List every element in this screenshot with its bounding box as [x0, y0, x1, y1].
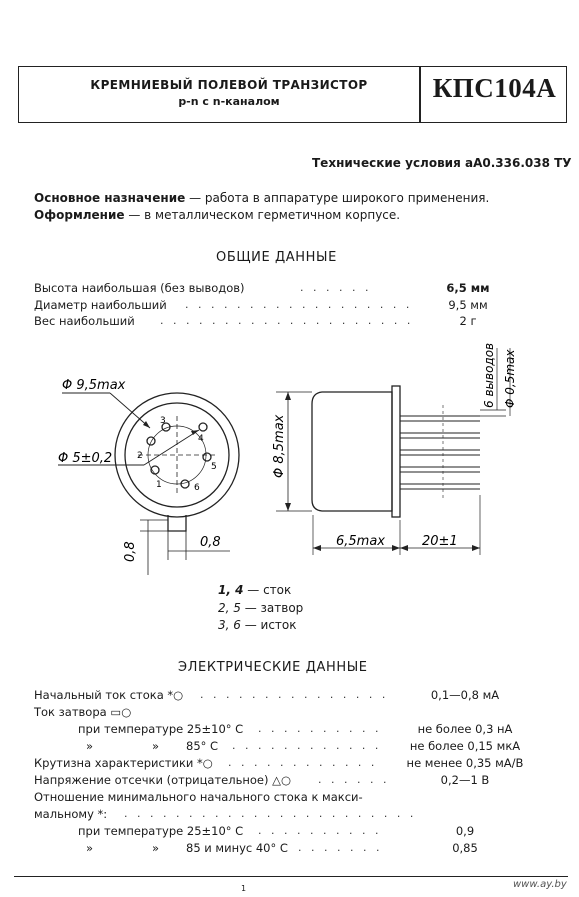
pin-legend-text: — сток: [243, 583, 292, 597]
elec-value: не менее 0,35 мА/В: [406, 756, 524, 770]
leader-dots: . . . . . . . . . . . . . . . . . .: [185, 298, 413, 311]
leader-dots: . . . . . . . . . .: [258, 722, 382, 735]
leads: [400, 416, 480, 489]
document-title: КРЕМНИЕВЫЙ ПОЛЕВОЙ ТРАНЗИСТОР: [90, 78, 368, 92]
pin-number-6: 6: [194, 483, 200, 493]
dim-lead-length: 20±1: [422, 534, 458, 549]
leader-dots: . . . . . .: [318, 773, 390, 786]
page-mark: 1: [241, 884, 247, 893]
elec-value: 0,1—0,8 мА: [430, 688, 500, 702]
design-line: [34, 208, 400, 222]
design-label: Оформление: [34, 208, 125, 222]
elec-value: не более 0,3 нА: [417, 722, 513, 736]
elec-value: 0,2—1 В: [440, 773, 490, 787]
watermark: www.ay.by: [513, 879, 567, 890]
leader-dots: . . . . . . . . . . . .: [232, 739, 382, 752]
dim-lead-diameter: Φ 0,5max: [503, 349, 517, 408]
elec-value: 0,9: [455, 824, 475, 838]
elec-label: Напряжение отсечки (отрицательное) △○: [34, 773, 292, 787]
leader-dots: . . . . . . . . . . . . . . . . . . . .: [160, 314, 414, 327]
pin-legend-nums: 2, 5: [218, 601, 241, 615]
ditto-mark: »: [86, 739, 94, 753]
leader-dots: . . . . . . . . . .: [258, 824, 382, 837]
purpose-line: [34, 191, 489, 205]
purpose-label: Основное назначение: [34, 191, 186, 205]
elec-label: 85 и минус 40° С: [186, 841, 288, 855]
dim-pin-circle: Φ 5±0,2: [58, 451, 113, 466]
ditto-mark: »: [152, 841, 160, 855]
general-label-height: Высота наибольшая (без выводов): [34, 281, 245, 295]
outer-rim-circle: [115, 393, 239, 517]
leader-dots: . . . . . . .: [298, 841, 383, 854]
elec-label: Начальный ток стока *○: [34, 688, 184, 702]
general-value-diameter: 9,5 мм: [448, 298, 488, 312]
dim-lead-count: 6 выводов: [482, 342, 496, 408]
spec-reference: Технические условия аА0.336.038 ТУ: [312, 156, 572, 170]
general-value-weight: 2 г: [459, 314, 477, 328]
dim-tab-width: 0,8: [200, 535, 221, 550]
leader-dots: . . . . . .: [300, 281, 372, 294]
pin-legend-text: — исток: [240, 618, 297, 632]
document-subtitle: p-n с n-каналом: [178, 95, 280, 108]
side-body: [312, 392, 392, 511]
ditto-mark: »: [152, 739, 160, 753]
pin-legend-nums: 3, 6: [218, 618, 241, 632]
leader-dots: . . . . . . . . . . . . . . . . . . . . . . .: [124, 807, 417, 820]
technical-drawing: [0, 330, 579, 580]
elec-label: при температуре 25±10° С: [78, 722, 244, 736]
pin-legend-nums: 1, 4: [218, 583, 244, 597]
part-code: КПС104А: [432, 73, 557, 103]
general-value-height: 6,5 мм: [446, 281, 490, 295]
general-label-weight: Вес наибольший: [34, 314, 135, 328]
elec-label: Отношение минимального начального стока к макси-: [34, 790, 363, 804]
elec-label: Крутизна характеристики *○: [34, 756, 213, 770]
title-block: [18, 66, 567, 123]
pin-number-5: 5: [211, 462, 217, 472]
pin-legend-row: [218, 583, 291, 597]
pin-number-1: 1: [156, 480, 162, 490]
general-heading: ОБЩИЕ ДАННЫЕ: [216, 250, 337, 265]
dim-outer-diameter: Φ 9,5max: [62, 378, 126, 393]
purpose-text: — работа в аппаратуре широкого применения.: [185, 191, 490, 205]
footer-rule: [14, 876, 568, 877]
elec-label: при температуре 25±10° С: [78, 824, 244, 838]
side-flange: [392, 386, 400, 517]
dim-body-height: 6,5max: [336, 534, 385, 549]
elec-label: мальному *:: [34, 807, 108, 821]
dim-body-diameter: Φ 8,5max: [272, 414, 287, 478]
pin-number-3: 3: [160, 416, 166, 426]
electrical-heading: ЭЛЕКТРИЧЕСКИЕ ДАННЫЕ: [178, 660, 368, 675]
leader-dots: . . . . . . . . . . . . . . .: [200, 688, 389, 701]
pin-legend-row: [218, 601, 303, 615]
elec-value: 0,85: [452, 841, 478, 855]
design-text: — в металлическом герметичном корпусе.: [124, 208, 401, 222]
pin-number-4: 4: [198, 434, 204, 444]
general-label-diameter: Диаметр наибольший: [34, 298, 167, 312]
pin-markers: [147, 423, 211, 488]
pin-legend-text: — затвор: [240, 601, 304, 615]
elec-label: Ток затвора ▭○: [34, 705, 132, 719]
dim-tab-height: 0,8: [123, 541, 138, 562]
pin-number-2: 2: [137, 451, 143, 461]
leader-dots: . . . . . . . . . . . .: [228, 756, 378, 769]
elec-label: 85° С: [186, 739, 219, 753]
elec-value: не более 0,15 мкА: [409, 739, 521, 753]
ditto-mark: »: [86, 841, 94, 855]
pin-legend-row: [218, 618, 297, 632]
